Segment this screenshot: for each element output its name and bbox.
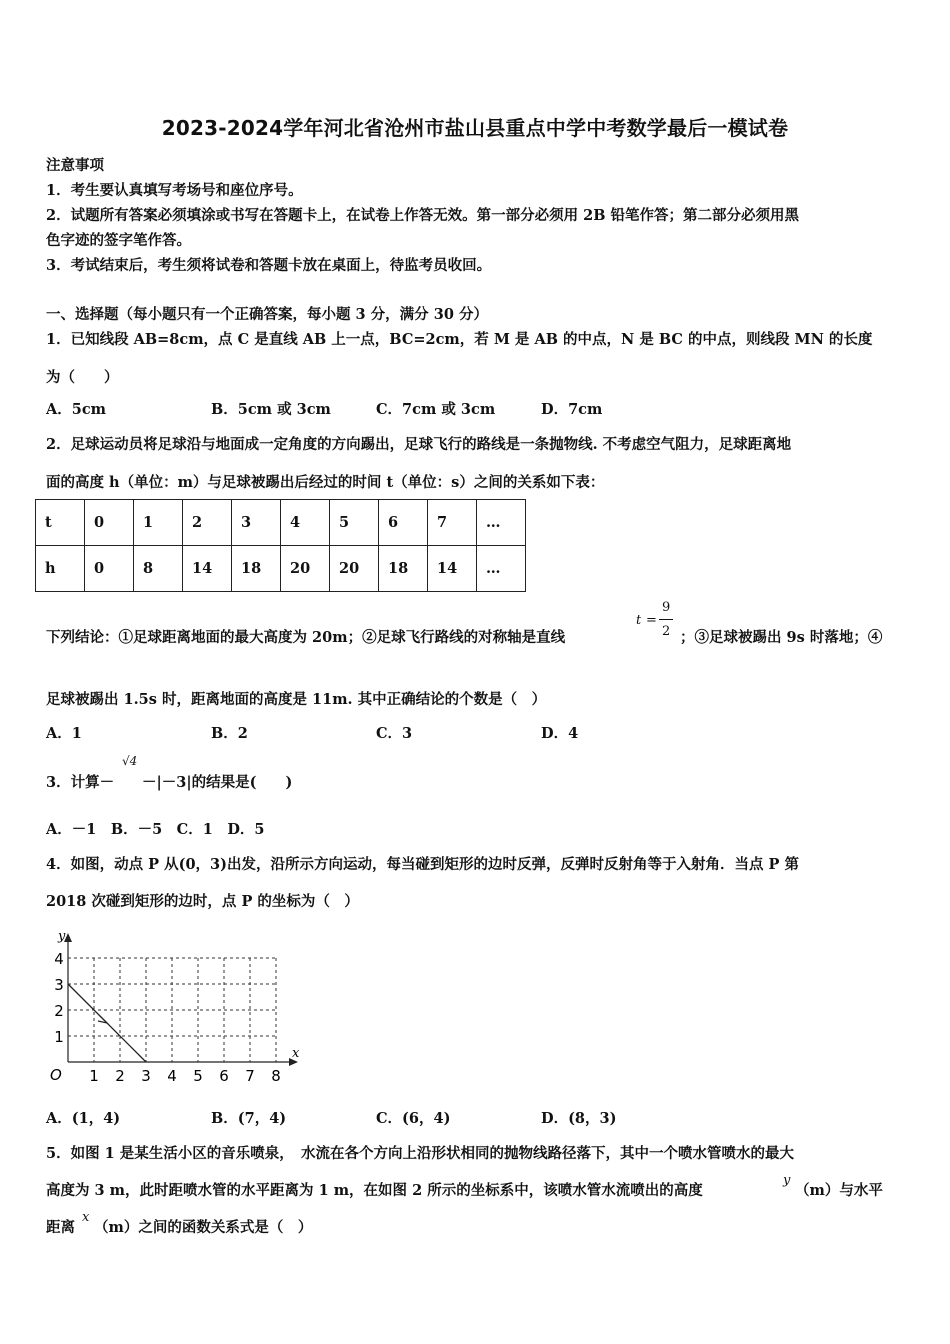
table-cell: 4 bbox=[281, 500, 330, 546]
table-cell: 2 bbox=[183, 500, 232, 546]
x-axis-label: x bbox=[292, 1046, 300, 1061]
question-5-text: 5．如图 1 是某生活小区的音乐喷泉， 水流在各个方向上沿形状相同的抛物线路径落下，其中一个喷水管喷水的最大 bbox=[46, 1145, 795, 1162]
x-tick-labels bbox=[89, 1067, 281, 1085]
question-3-text: 3．计算－ bbox=[46, 774, 115, 791]
x-tick-label: 6 bbox=[219, 1067, 229, 1085]
table-cell: 20 bbox=[330, 546, 379, 592]
q2-option-b: B．2 bbox=[211, 725, 248, 742]
question-5-text: 距离 bbox=[46, 1219, 75, 1236]
fraction-numerator: 9 bbox=[662, 600, 671, 615]
q4-option-c: C．(6，4) bbox=[376, 1110, 451, 1127]
question-2-conclusions: ；③足球被踢出 9s 时落地；④ bbox=[680, 629, 883, 646]
table-cell: 7 bbox=[428, 500, 477, 546]
variable-x: x bbox=[82, 1210, 90, 1225]
notice-item: 3．考试结束后，考生须将试卷和答题卡放在桌面上，待监考员收回。 bbox=[46, 257, 492, 274]
y-tick-label: 1 bbox=[54, 1028, 64, 1046]
table-cell: 3 bbox=[232, 500, 281, 546]
y-tick-label: 2 bbox=[54, 1002, 64, 1020]
q3-options: A．－1 B．－5 C．1 D．5 bbox=[46, 821, 265, 838]
origin-label: O bbox=[50, 1066, 62, 1084]
q4-option-d: D．(8，3) bbox=[541, 1110, 617, 1127]
sqrt-expression: √4 bbox=[122, 754, 138, 768]
q1-option-b: B．5cm 或 3cm bbox=[211, 401, 331, 418]
x-tick-label: 3 bbox=[141, 1067, 151, 1085]
table-cell: 18 bbox=[379, 546, 428, 592]
question-4-text: 2018 次碰到矩形的边时，点 P 的坐标为（ ） bbox=[46, 893, 359, 910]
variable-y: y bbox=[783, 1173, 791, 1188]
q4-option-a: A．(1，4) bbox=[46, 1110, 121, 1127]
grid-lines bbox=[68, 958, 276, 1062]
table-cell: 0 bbox=[85, 546, 134, 592]
y-tick-labels bbox=[54, 950, 64, 1046]
notice-item: 2．试题所有答案必须填涂或书写在答题卡上，在试卷上作答无效。第一部分必须用 2B 铅笔作答；第二部分必须用黑 bbox=[46, 207, 800, 224]
table-cell: 8 bbox=[134, 546, 183, 592]
q1-option-c: C．7cm 或 3cm bbox=[376, 401, 496, 418]
page-title: 2023-2024学年河北省沧州市盐山县重点中学中考数学最后一模试卷 bbox=[161, 116, 789, 140]
table-cell: … bbox=[477, 546, 526, 592]
table-row bbox=[36, 546, 526, 592]
question-2-conclusions: 下列结论：①足球距离地面的最大高度为 20m；②足球飞行路线的对称轴是直线 bbox=[46, 629, 566, 646]
x-tick-label: 2 bbox=[115, 1067, 125, 1085]
q2-option-d: D．4 bbox=[541, 725, 579, 742]
table-row bbox=[36, 500, 526, 546]
table-cell: … bbox=[477, 500, 526, 546]
notice-item: 色字迹的签字笔作答。 bbox=[46, 232, 191, 249]
question-2-text: 面的高度 h（单位：m）与足球被踢出后经过的时间 t（单位：s）之间的关系如下表： bbox=[46, 474, 605, 491]
table-cell: 1 bbox=[134, 500, 183, 546]
q4-option-b: B．(7，4) bbox=[211, 1110, 287, 1127]
section-heading: 一、选择题（每小题只有一个正确答案，每小题 3 分，满分 30 分） bbox=[46, 306, 488, 323]
table-cell: 6 bbox=[379, 500, 428, 546]
time-height-table bbox=[35, 499, 526, 592]
table-cell: 18 bbox=[232, 546, 281, 592]
question-3-text: －|－3|的结果是( ) bbox=[142, 774, 293, 791]
y-axis-label: y bbox=[58, 929, 66, 944]
question-1-text: 1．已知线段 AB=8cm，点 C 是直线 AB 上一点，BC=2cm，若 M 是 AB 的中点，N 是 BC 的中点，则线段 MN 的长度 bbox=[46, 331, 873, 348]
x-tick-label: 1 bbox=[89, 1067, 99, 1085]
question-1-text: 为（ ） bbox=[46, 369, 119, 386]
q1-option-d: D．7cm bbox=[541, 401, 603, 418]
q2-option-c: C．3 bbox=[376, 725, 413, 742]
notice-heading: 注意事项 bbox=[46, 157, 104, 174]
table-cell: 5 bbox=[330, 500, 379, 546]
q1-option-a: A．5cm bbox=[46, 401, 107, 418]
x-tick-label: 7 bbox=[245, 1067, 255, 1085]
question-2-conclusions: 足球被踢出 1.5s 时，距离地面的高度是 11m. 其中正确结论的个数是（ ） bbox=[46, 691, 547, 708]
question-4-text: 4．如图，动点 P 从(0，3)出发，沿所示方向运动，每当碰到矩形的边时反弹，反弹时反射角等于入射角．当点 P 第 bbox=[46, 856, 799, 873]
fraction-variable: t bbox=[636, 613, 642, 628]
table-cell: 14 bbox=[428, 546, 477, 592]
q2-option-a: A．1 bbox=[46, 725, 82, 742]
table-cell: h bbox=[36, 546, 85, 592]
x-tick-label: 5 bbox=[193, 1067, 203, 1085]
table-cell: 14 bbox=[183, 546, 232, 592]
table-cell: 20 bbox=[281, 546, 330, 592]
x-tick-label: 8 bbox=[271, 1067, 281, 1085]
question-2-text: 2．足球运动员将足球沿与地面成一定角度的方向踢出，足球飞行的路线是一条抛物线. 不考虑空气阻力，足球距离地 bbox=[46, 436, 792, 453]
question-5-text: （m）与水平 bbox=[795, 1182, 883, 1199]
table-cell: t bbox=[36, 500, 85, 546]
notice-item: 1．考生要认真填写考场号和座位序号。 bbox=[46, 182, 303, 199]
fraction-equals: = bbox=[646, 613, 657, 628]
question-5-text: （m）之间的函数关系式是（ ） bbox=[94, 1219, 313, 1236]
table-cell: 0 bbox=[85, 500, 134, 546]
y-tick-label: 4 bbox=[54, 950, 64, 968]
y-tick-label: 3 bbox=[54, 976, 64, 994]
x-tick-label: 4 bbox=[167, 1067, 177, 1085]
fraction-bar bbox=[659, 619, 673, 620]
question-5-text: 高度为 3 m，此时距喷水管的水平距离为 1 m，在如图 2 所示的坐标系中，该喷水管水流喷出的高度 bbox=[46, 1182, 703, 1199]
rectangle-bounce-graph bbox=[40, 925, 310, 1090]
fraction-denominator: 2 bbox=[662, 624, 671, 639]
